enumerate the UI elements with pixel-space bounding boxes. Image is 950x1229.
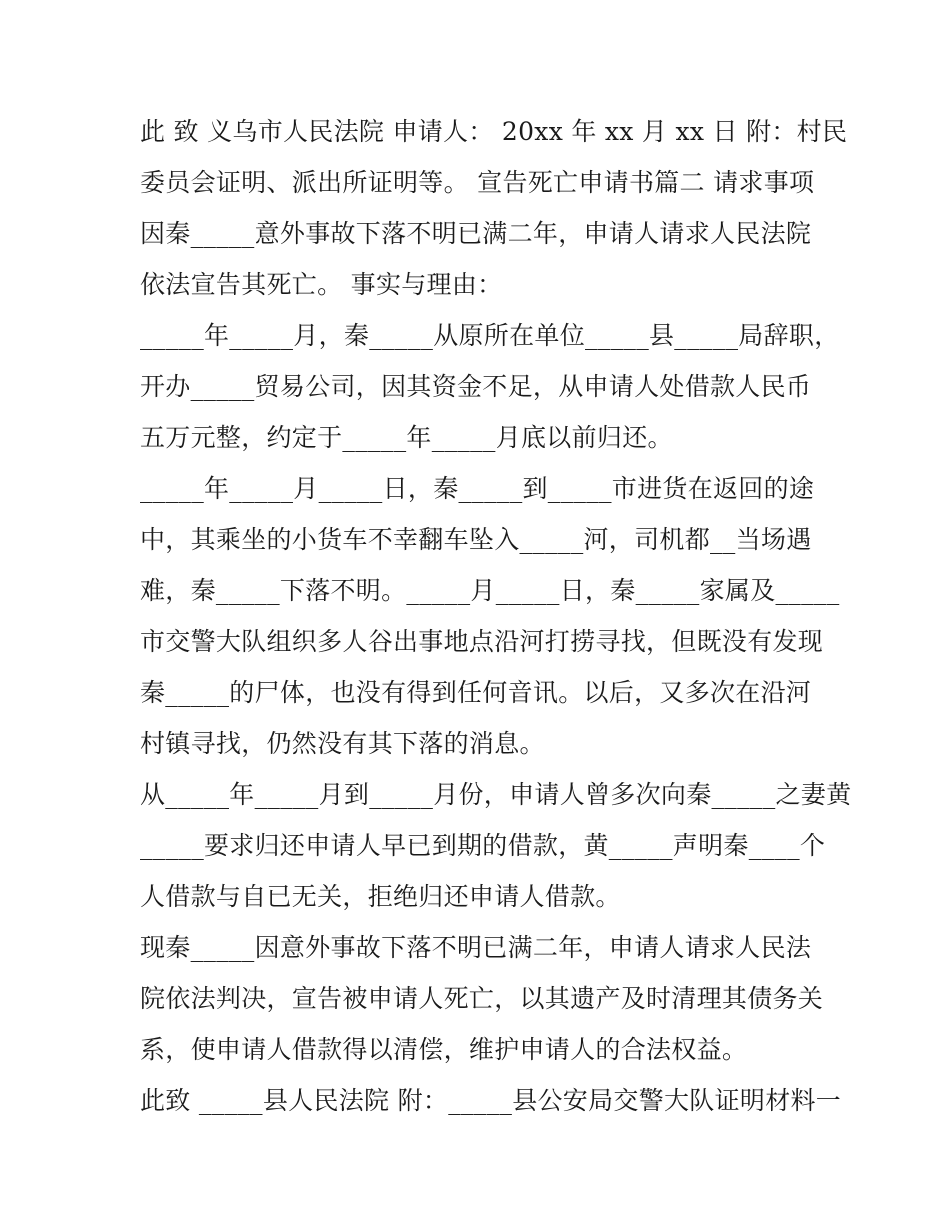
text-line: 秦_____的尸体，也没有得到任何音讯。以后，又多次在沿河 xyxy=(140,678,812,707)
text-line: _____要求归还申请人早已到期的借款，黄_____声明秦____个 xyxy=(140,831,826,860)
text-line: 现秦_____因意外事故下落不明已满二年，申请人请求人民法 xyxy=(140,933,812,962)
text-line: 开办_____贸易公司，因其资金不足，从申请人处借款人民币 xyxy=(140,372,812,401)
text-line: 五万元整，约定于_____年_____月底以前归还。 xyxy=(140,423,673,452)
text-line: _____年_____月_____日，秦_____到_____市进货在返回的途 xyxy=(140,474,815,503)
text-line: 此 致 义乌市人民法院 申请人： 20xx 年 xx 月 xx 日 附：村民 xyxy=(140,117,848,146)
text-line: 系，使申请人借款得以清偿，维护申请人的合法权益。 xyxy=(140,1035,748,1064)
text-line: 村镇寻找，仍然没有其下落的消息。 xyxy=(140,729,545,758)
text-line: _____年_____月，秦_____从原所在单位_____县_____局辞职， xyxy=(140,321,840,350)
text-line: 此致 _____县人民法院 附：_____县公安局交警大队证明材料一 xyxy=(140,1086,842,1115)
text-line: 依法宣告其死亡。 事实与理由： xyxy=(140,270,503,299)
text-line: 中，其乘坐的小货车不幸翻车坠入_____河，司机都__当场遇 xyxy=(140,525,812,554)
document-body xyxy=(140,106,852,1126)
text-line: 委员会证明、派出所证明等。 宣告死亡申请书篇二 请求事项 xyxy=(140,168,815,197)
text-line: 市交警大队组织多人谷出事地点沿河打捞寻找，但既没有发现 xyxy=(140,627,824,656)
text-line: 人借款与自已无关，拒绝归还申请人借款。 xyxy=(140,882,621,911)
text-line: 从_____年_____月到_____月份，申请人曾多次向秦_____之妻黄 xyxy=(140,780,852,809)
text-line: 难，秦_____下落不明。_____月_____日，秦_____家属及_____ xyxy=(140,576,840,605)
text-line: 院依法判决，宣告被申请人死亡，以其遗产及时清理其债务关 xyxy=(140,984,824,1013)
text-line: 因秦_____意外事故下落不明已满二年，申请人请求人民法院 xyxy=(140,219,812,248)
